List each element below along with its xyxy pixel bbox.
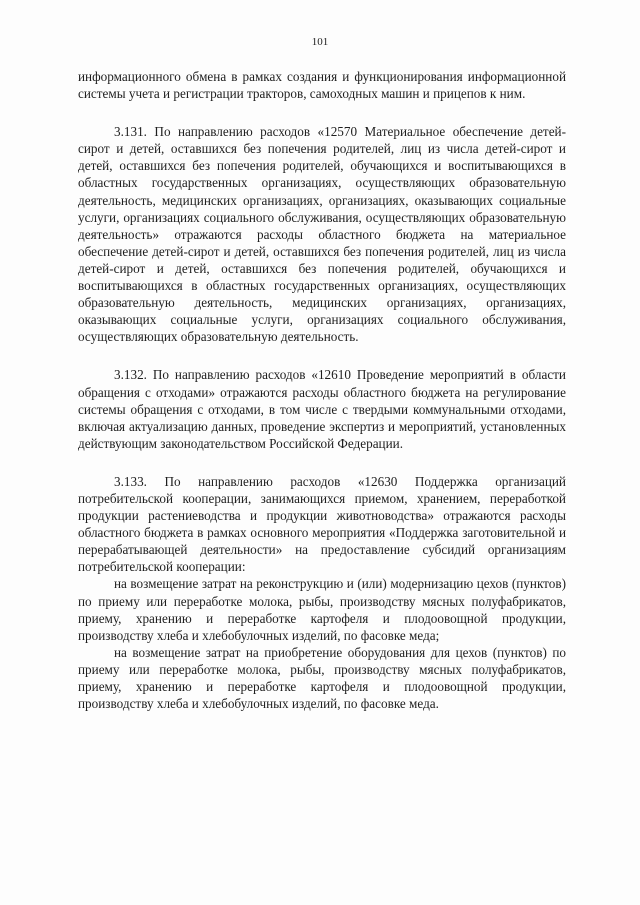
document-body bbox=[78, 68, 566, 712]
paragraph-3-132: 3.132. По направлению расходов «12610 Проведение мероприятий в области обращения с отходами» отражаются расходы областного бюджета на регулирование системы обращения с отходами, в том числе с твердыми коммунальными отходами, включая актуализацию данных, проведение экспертиз и мероприятий, установленных действующим законодательством Российской Федерации. bbox=[78, 367, 566, 451]
paragraph-3-133-item-2: на возмещение затрат на приобретение оборудования для цехов (пунктов) по приему или переработке молока, рыбы, производству мясных полуфабрикатов, приему, хранению и переработке картофеля и плодоовощной продукции, производству хлеба и хлебобулочных изделий, по фасовке меда. bbox=[78, 644, 566, 712]
page-number: 101 bbox=[311, 36, 329, 48]
paragraph-3-131: 3.131. По направлению расходов «12570 Материальное обеспечение детей-сирот и детей, оставшихся без попечения родителей, лиц из числа детей-сирот и детей, оставшихся без попечения родителей, обучающихся и воспитывающихся в областных государственных организациях, осуществляющих образовательную деятельность, медицинских организациях, организациях, оказывающих социальные услуги, организациях социального обслуживания, осуществляющих образовательную деятельность» отражаются расходы областного бюджета на материальное обеспечение детей-сирот и детей, оставшихся без попечения родителей, лиц из числа детей-сирот и детей, оставшихся без попечения родителей, обучающихся и воспитывающихся в областных государственных организациях, осуществляющих образовательную деятельность, медицинских организациях, организациях, оказывающих социальные услуги, организациях социального обслуживания, осуществляющих образовательную деятельность. bbox=[78, 124, 566, 345]
paragraph-continuation: информационного обмена в рамках создания и функционирования информационной системы учета и регистрации тракторов, самоходных машин и прицепов к ним. bbox=[78, 69, 566, 102]
paragraph-3-133-item-1: на возмещение затрат на реконструкцию и (или) модернизацию цехов (пунктов) по приему или переработке молока, рыбы, производству мясных полуфабрикатов, приему, хранению и переработке картофеля и плодоовощной продукции, производству хлеба и хлебобулочных изделий, по фасовке меда; bbox=[78, 576, 566, 643]
paragraph-3-133: 3.133. По направлению расходов «12630 Поддержка организаций потребительской кооперации, занимающихся приемом, хранением, переработкой продукции растениеводства и продукции животноводства» отражаются расходы областного бюджета в рамках основного мероприятия «Поддержка заготовительной и перерабатывающей деятельности» на предоставление субсидий организациям потребительской кооперации: bbox=[78, 473, 566, 575]
